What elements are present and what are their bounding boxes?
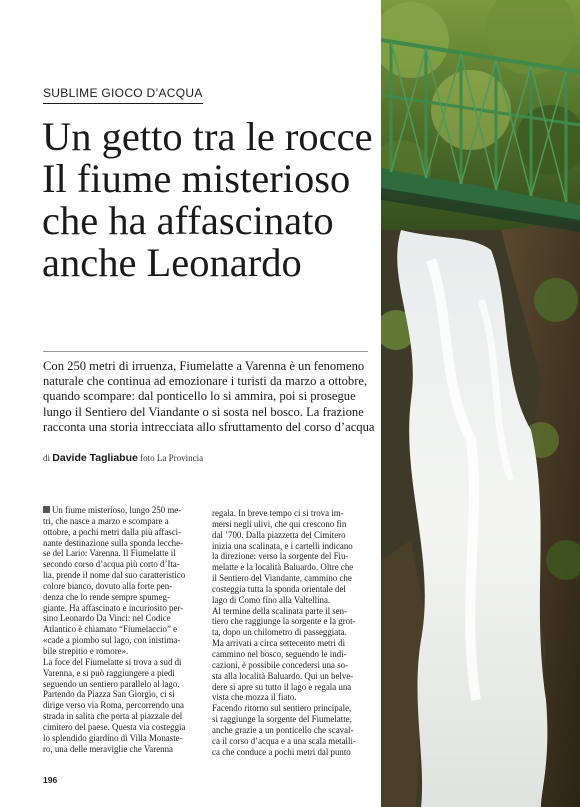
body-line: se del Lario: Varenna. Il Fiumelatte il: [43, 548, 176, 559]
body-line: cazioni, è possibile concedersi una so-: [212, 659, 349, 670]
body-line: inizia una scalinata, e i cartelli indicano: [212, 540, 353, 551]
byline: [43, 452, 203, 464]
body-line: vista che mozza il fiato.: [212, 692, 297, 703]
body-column-2: [212, 508, 367, 757]
body-line: nante destinazione sulla sponda lecche-: [43, 537, 183, 548]
waterfall-photo: [381, 0, 580, 807]
body-line: ta, dopo un chilometro di passeggiata.: [212, 627, 347, 638]
body-line: tri, che nasce a marzo e scompare a: [43, 515, 169, 526]
body-line: strada in salita che porta al piazzale del: [43, 711, 183, 722]
body-line: regala. In breve tempo ci si trova im-: [212, 508, 344, 518]
byline-author: Davide Tagliabue: [52, 452, 138, 464]
article-headline: [42, 116, 378, 284]
section-kicker: SUBLIME GIOCO D’ACQUA: [43, 86, 203, 104]
body-line: cimitero del paese. Questa via costeggia: [43, 721, 186, 732]
body-line: dere si apre su tutto il lago e regala una: [212, 681, 352, 692]
body-line: lo splendido giardino di Villa Monaste-: [43, 732, 183, 743]
body-line: dal ’700. Dalla piazzetta del Cimitero: [212, 529, 346, 540]
body-line: il Sentiero del Viandante, cammino che: [212, 573, 352, 584]
headline-line: Un getto tra le rocce: [42, 114, 373, 159]
body-line: lago di Como fino alla Valtellina.: [212, 594, 331, 605]
headline-divider: [43, 351, 368, 352]
body-line: «cade a piombo sul lago, con inistima-: [43, 635, 181, 646]
body-line: cammino nel bosco, seguendo le indi-: [212, 648, 347, 659]
body-line: costeggia tutta la sponda orientale del: [212, 583, 346, 594]
body-line: Al termine della scalinata parte il sen-: [212, 605, 348, 616]
body-line: sta alla località Baluardo. Qui un belve-: [212, 670, 354, 681]
photo-credit: foto La Provincia: [140, 453, 204, 463]
body-line: Atlantico è chiamato “Fiumelaccio” e: [43, 624, 178, 635]
body-line: Partendo da Piazza San Giorgio, ci si: [43, 689, 175, 700]
lead-line: lungo il Sentiero del Viandante o si sosta nel bosco. La frazione: [43, 404, 364, 419]
headline-line: anche Leonardo: [42, 240, 302, 285]
headline-line: Il fiume misterioso: [42, 156, 351, 201]
lead-line: naturale che continua ad emozionare i turisti da marzo a ottobre,: [43, 374, 368, 389]
waterfall-illustration: [381, 0, 580, 807]
body-line: ca il corso d’acqua e a una scala metalli-: [212, 735, 356, 746]
lead-line: quando scompare: dal ponticello lo si ammira, poi si prosegue: [43, 389, 356, 404]
body-column-1: [43, 505, 198, 754]
body-line: giante. Ha affascinato e incuriosito per-: [43, 602, 184, 613]
body-line: bile strepitio e romore».: [43, 645, 129, 656]
body-line: melatte e la località Baluardo. Oltre che: [212, 562, 354, 573]
body-line: tiero che raggiunge la sorgente e la grot-: [212, 616, 356, 627]
body-line: colore bianco, dovuto alla forte pen-: [43, 580, 173, 591]
headline-line: che ha affascinato: [42, 198, 334, 243]
body-line: Un fiume misterioso, lungo 250 me-: [43, 505, 198, 516]
body-line: anche grazie a un ponticello che scaval-: [212, 724, 354, 735]
body-line: ottobre, a pochi metri dalla più affasci-: [43, 526, 182, 537]
body-line: ca che conduce a pochi metri dal punto: [212, 746, 351, 757]
body-line: mersi negli ulivi, che qui crescono fin: [212, 518, 347, 529]
lead-line: racconta una storia intrecciata allo sfruttamento del corso d’acqua: [43, 419, 375, 434]
body-line: Varenna, e si può raggiungere a piedi: [43, 667, 175, 678]
body-line: denza che lo rende sempre spumeg-: [43, 591, 170, 602]
body-line: ro, una delle meraviglie che Varenna: [43, 743, 173, 754]
page-number: 196: [43, 775, 58, 785]
body-line: si raggiunge la sorgente del Fiumelatte,: [212, 714, 352, 725]
byline-prefix: di: [43, 453, 51, 463]
body-line: sino Leonardo Da Vinci: nel Codice: [43, 613, 171, 624]
body-line: dirige verso via Roma, percorrendo una: [43, 700, 184, 711]
lead-paragraph: [43, 359, 373, 435]
body-line: la direzione: verso la sorgente del Fiu-: [212, 551, 349, 562]
body-line: seguendo un sentiero parallelo al lago.: [43, 678, 180, 689]
body-line: La foce del Fiumelatte si trova a sud di: [43, 656, 182, 667]
body-line: Ma arrivati a circa settecento metri di: [212, 638, 346, 649]
paragraph-marker: [43, 506, 50, 513]
body-line: Facendo ritorno sul sentiero principale,: [212, 703, 352, 714]
lead-line: Con 250 metri di irruenza, Fiumelatte a Varenna è un fenomeno: [43, 359, 365, 373]
body-line: secondo corso d’acqua più corto d’Ita-: [43, 559, 180, 570]
body-line: lia, prende il nome dal suo caratteristico: [43, 570, 186, 581]
